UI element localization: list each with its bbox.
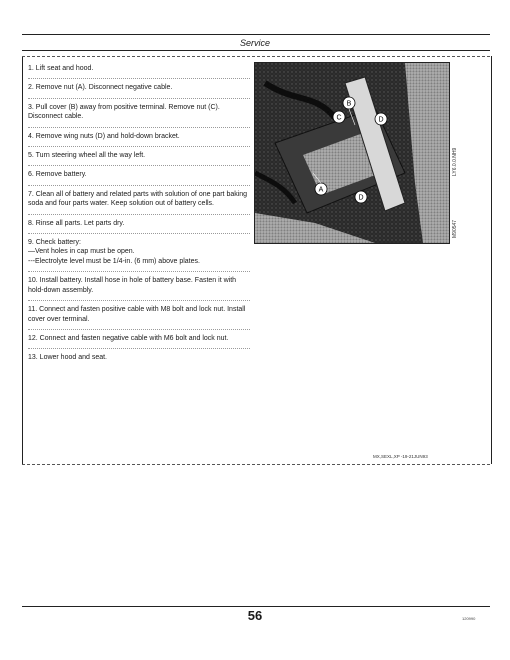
step-divider: [28, 78, 250, 79]
step-8: [28, 217, 250, 231]
callout-a: [315, 183, 327, 195]
step-divider: [28, 214, 250, 215]
step-text: 5. Turn steering wheel all the way left.: [28, 152, 146, 160]
step-divider: [28, 127, 250, 128]
content-box-top: [22, 56, 490, 57]
step-divider: [28, 98, 250, 99]
callout-b: [343, 97, 355, 109]
step-text: 7. Clean all of battery and related parts with solution of one part baking soda and four parts water. Keep solution out of battery cells.: [28, 190, 248, 208]
step-text: 4. Remove wing nuts (D) and hold-down bracket.: [28, 132, 180, 140]
step-3: [28, 101, 250, 125]
step-list: [28, 62, 250, 366]
step-divider: [28, 146, 250, 147]
figure-side-code: LY6.0.0.NH9: [452, 147, 458, 176]
step-2: [28, 81, 250, 95]
figure-side-code-2: M90547: [452, 219, 458, 238]
page-number: 56: [247, 608, 263, 623]
step-divider: [28, 300, 250, 301]
step-1: [28, 62, 250, 76]
step-text: 3. Pull cover (B) away from positive terminal. Remove nut (C). Disconnect cable.: [28, 103, 220, 121]
document-code: MX,SEXL,XP -19-21JUN93: [373, 454, 428, 459]
battery-photo-illustration: [255, 63, 449, 243]
header-rule-bottom: [22, 50, 490, 51]
header-rule-top: [22, 34, 490, 35]
callout-d-top: [375, 113, 387, 125]
step-5: [28, 149, 250, 163]
callout-c-label: C: [336, 114, 342, 122]
page-code: 120990: [462, 616, 476, 621]
step-11: [28, 303, 250, 327]
check-item-vent: —Vent holes in cap must be open.: [28, 248, 135, 256]
step-text: 2. Remove nut (A). Disconnect negative cable.: [28, 84, 173, 92]
step-divider: [28, 233, 250, 234]
step-text: 13. Lower hood and seat.: [28, 354, 108, 362]
callout-b-label: B: [346, 100, 352, 108]
step-divider: [28, 348, 250, 349]
step-divider: [28, 271, 250, 272]
step-text: 6. Remove battery.: [28, 171, 87, 179]
callout-d-bottom: [355, 191, 367, 203]
callout-a-label: A: [318, 186, 324, 194]
step-text: 12. Connect and fasten negative cable with M6 bolt and lock nut.: [28, 334, 229, 342]
step-text: 1. Lift seat and hood.: [28, 65, 94, 72]
callout-d-label: D: [378, 116, 384, 124]
step-divider: [28, 329, 250, 330]
step-text: 9. Check battery:: [28, 239, 81, 247]
footer-rule: [22, 606, 490, 607]
step-9: [28, 236, 250, 269]
step-text: 8. Rinse all parts. Let parts dry.: [28, 219, 125, 227]
step-10: [28, 274, 250, 298]
step-7: [28, 188, 250, 212]
step-13: [28, 351, 250, 365]
callout-d-label: D: [358, 194, 364, 202]
check-item-electrolyte: ---Electrolyte level must be 1/4-in. (6 mm) above plates.: [28, 257, 200, 265]
content-box-bottom: [22, 464, 490, 465]
battery-photo: [254, 62, 450, 244]
step-text: 11. Connect and fasten positive cable with M8 bolt and lock nut. Install cover over terminal.: [28, 306, 246, 323]
step-12: [28, 332, 250, 346]
step-text: 10. Install battery. Install hose in hole of battery base. Fasten it with hold-down assembly.: [28, 277, 237, 294]
callout-c: [333, 111, 345, 123]
section-title: Service: [239, 38, 270, 48]
step-divider: [28, 185, 250, 186]
step-6: [28, 168, 250, 182]
step-divider: [28, 165, 250, 166]
step-4: [28, 130, 250, 144]
